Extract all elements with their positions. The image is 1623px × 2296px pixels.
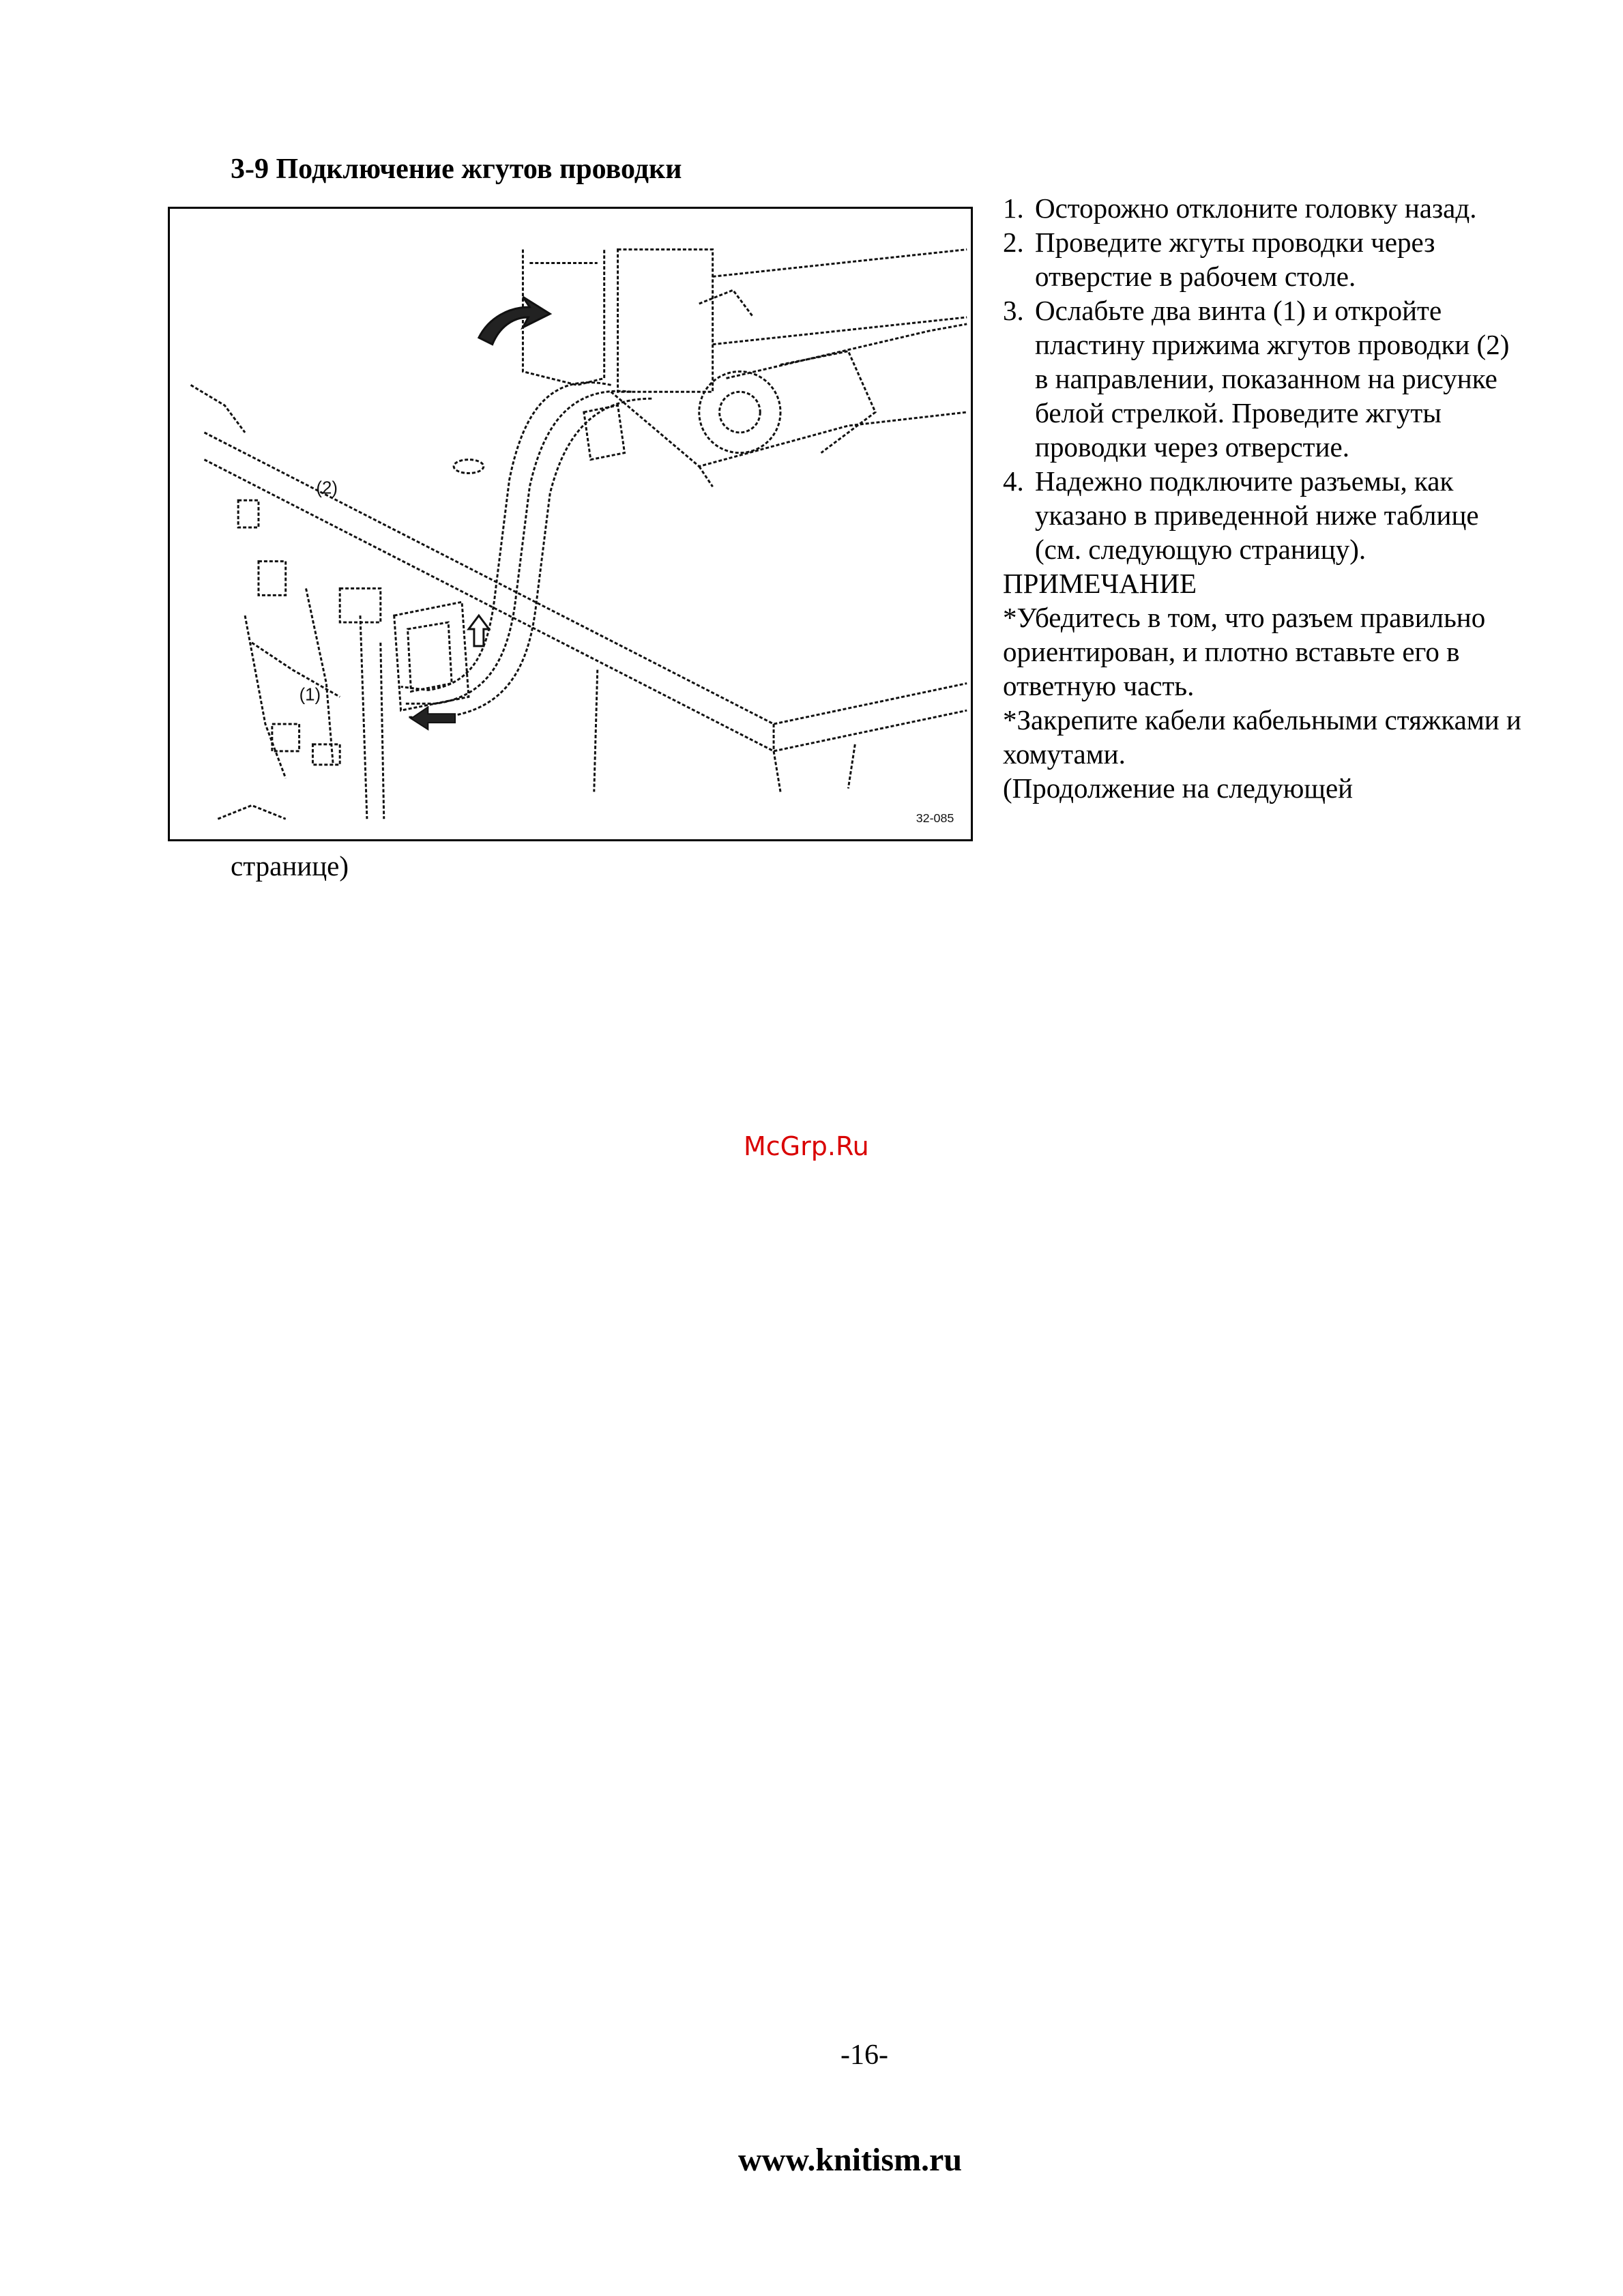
footer-website[interactable]: www.knitism.ru	[738, 2142, 963, 2178]
step-number: 4.	[1003, 465, 1024, 497]
callout-2-label: (2)	[316, 478, 338, 498]
section-heading: 3-9 Подключение жгутов проводки	[231, 154, 682, 185]
step-text: Проведите жгуты проводки через отверстие в рабочем столе.	[1035, 227, 1435, 292]
step-item	[1003, 225, 1521, 293]
watermark-link[interactable]: McGrp.Ru	[744, 1131, 869, 1161]
page-number: -16-	[840, 2039, 888, 2071]
clamp-plate	[394, 602, 469, 710]
callout-1-label: (1)	[299, 685, 321, 705]
wiring-illustration	[168, 207, 973, 841]
step-item	[1003, 293, 1521, 464]
note-line-cable-ties: *Закрепите кабели кабельными стяжками и хомутами.	[1003, 704, 1521, 770]
step-text: Ослабьте два винта (1) и откройте пластину прижима жгутов проводки (2) в направлении, показанном на рисунке белой стрелкой. Проведите жгуты проводки через отверстие.	[1035, 295, 1510, 463]
step-number: 1.	[1003, 192, 1024, 224]
step-item	[1003, 464, 1521, 566]
table-top-outline	[204, 433, 967, 724]
continuation-start: (Продолжение на следующей	[1003, 772, 1354, 804]
motor-pulley	[699, 371, 780, 452]
step-item	[1003, 191, 1521, 225]
plate-open-arrow	[411, 707, 456, 729]
note-line-connector: *Убедитесь в том, что разъем правильно ориентирован, и плотно вставьте его в ответную часть.	[1003, 602, 1486, 701]
tilt-direction-arrow	[479, 297, 550, 345]
step-text: Надежно подключите разъемы, как указано в приведенной ниже таблице (см. следующую страницу).	[1035, 465, 1479, 565]
continuation-end: странице)	[231, 850, 349, 882]
wiring-diagram-svg	[170, 209, 971, 839]
step-number: 3.	[1003, 295, 1024, 326]
figure-code: 32-085	[916, 811, 954, 826]
note-title: ПРИМЕЧАНИЕ	[1003, 568, 1197, 599]
step-number: 2.	[1003, 227, 1024, 258]
instructions-block	[1003, 191, 1521, 805]
step-text: Осторожно отклоните головку назад.	[1035, 192, 1477, 224]
steps-list	[1003, 191, 1521, 566]
